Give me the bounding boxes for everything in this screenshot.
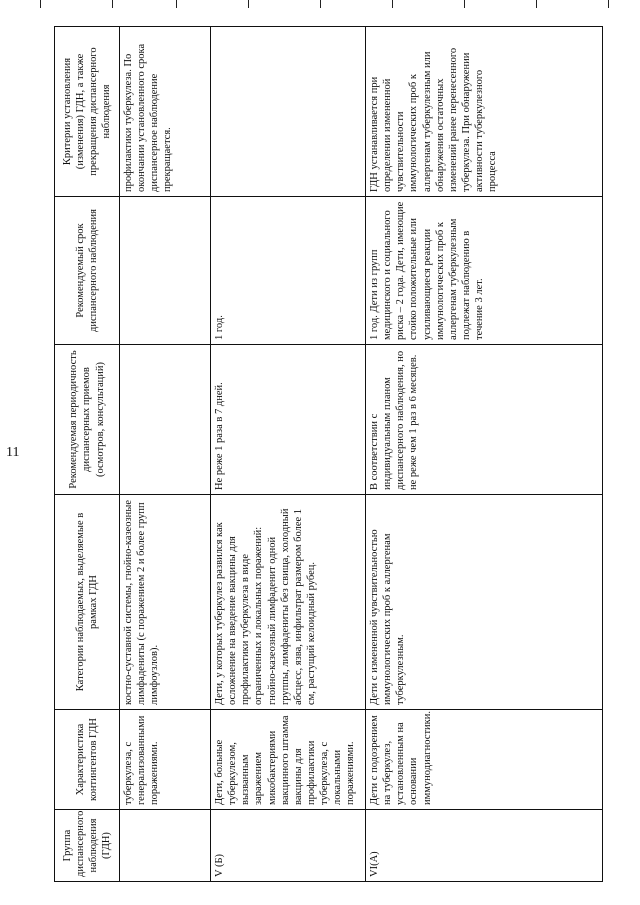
cell-group: VI(А)	[366, 810, 603, 882]
header-periodicity: Рекомендуемая периодичность диспансерных приемов (осмотров, консультаций)	[55, 345, 120, 495]
header-group: Группа диспансерного наблюдения (ГДН)	[55, 810, 120, 882]
cell-categories: Дети, у которых туберкулез развился как осложнение на введение вакцины для профилактики туберкулеза в виде ограниченных и локальных поражений: гнойно-казеозный лимфаденит одной группы, лимфадениты без свища, холодный абсцесс, язва, инфильтрат размером более 1 см, растущий келоидный рубец.	[211, 495, 366, 710]
header-term: Рекомендуемый срок диспансерного наблюдения	[55, 197, 120, 345]
cell-periodicity: Не реже 1 раза в 7 дней.	[211, 345, 366, 495]
rotated-table-container	[54, 27, 602, 882]
cell-group	[120, 810, 211, 882]
cell-criteria: ГДН устанавливается при определении измененной чувствительности иммунологических проб к аллергенам туберкулезным или обнаружения остаточных изменений ранее перенесенного туберкулеза. При обнаружении активности туберкулезного процесса	[366, 27, 603, 197]
table-header-row	[55, 27, 120, 882]
table-row	[366, 27, 603, 882]
header-characteristic: Характеристика контингентов ГДН	[55, 710, 120, 810]
table-row	[211, 27, 366, 882]
header-categories: Категории наблюдаемых, выделяемые в рамках ГДН	[55, 495, 120, 710]
cell-characteristic: Дети, больные туберкулезом, вызванным заражением микобактериями вакцинного штамма вакцины для профилактики туберкулеза, с локальными поражениями.	[211, 710, 366, 810]
cell-criteria	[211, 27, 366, 197]
cell-term	[120, 197, 211, 345]
cell-criteria: профилактики туберкулеза. По окончании установленного срока диспансерное наблюдение прекращается.	[120, 27, 211, 197]
cell-characteristic: туберкулеза, с генерализованными поражениями.	[120, 710, 211, 810]
cell-characteristic: Дети с подозрением на туберкулез, установленным на основании иммунодиагностики.	[366, 710, 603, 810]
cell-term: 1 год.	[211, 197, 366, 345]
table-row	[120, 27, 211, 882]
page-number: 11	[6, 445, 20, 460]
cell-categories: Дети с измененной чувствительностью иммунологических проб к аллергенам туберкулезным.	[366, 495, 603, 710]
scan-edge-marks	[0, 0, 640, 8]
cell-periodicity: В соответствии с индивидуальным планом диспансерного наблюдения, но не реже чем 1 раз в 6 месяцев.	[366, 345, 603, 495]
cell-term: 1 год. Дети из групп медицинского и социального риска – 2 года. Дети, имеющие стойко положительные или усиливающиеся реакции иммунологических проб к аллергенам туберкулезным подлежат наблюдению в течение 3 лет.	[366, 197, 603, 345]
cell-group: V (Б)	[211, 810, 366, 882]
header-criteria: Критерии установления (изменения) ГДН, а также прекращения диспансерного наблюдения	[55, 27, 120, 197]
cell-categories: костно-суставной системы, гнойно-казеозные лимфадениты (с поражением 2 и более групп лимфоузлов).	[120, 495, 211, 710]
cell-periodicity	[120, 345, 211, 495]
dispensary-table	[54, 26, 603, 882]
